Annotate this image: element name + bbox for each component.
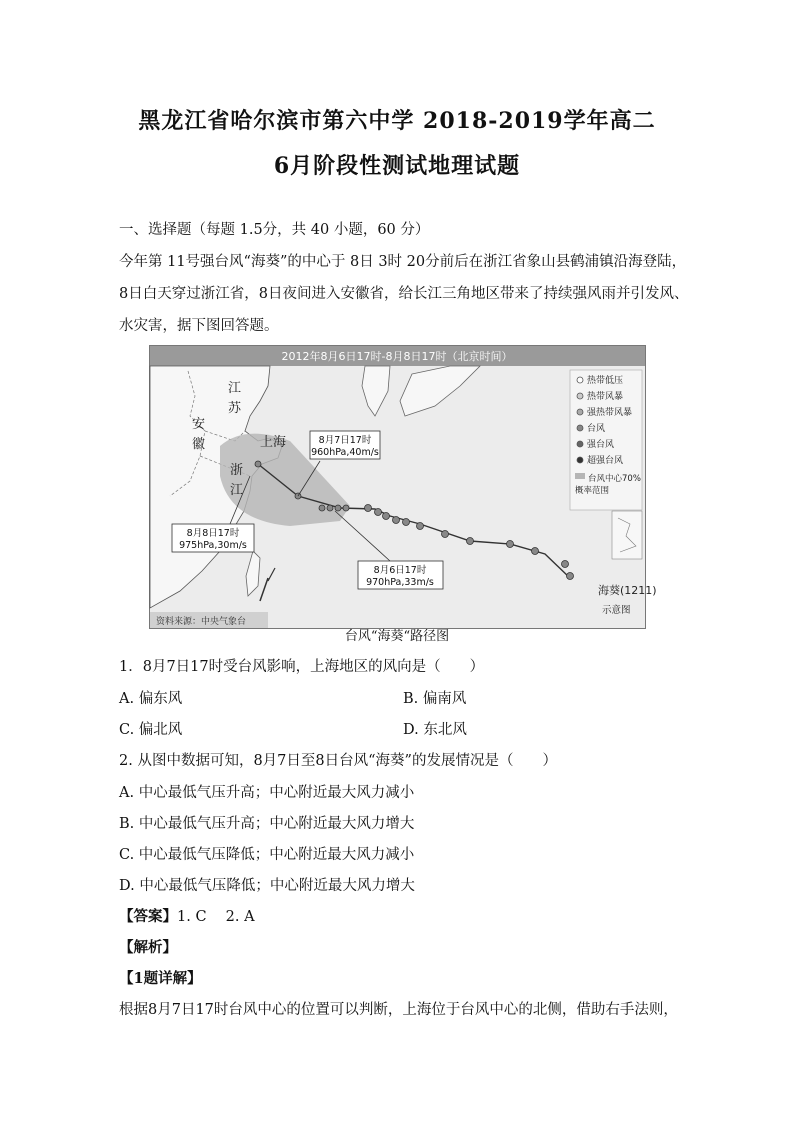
typhoon-name-label: 海葵(1211) bbox=[598, 584, 657, 597]
legend-marker bbox=[577, 377, 583, 383]
map-caption: 台风“海葵“路径图 bbox=[344, 629, 450, 644]
track-point bbox=[442, 531, 449, 538]
legend-note-line2: 概率范围 bbox=[575, 486, 610, 496]
track-point bbox=[393, 517, 400, 524]
q2-option-d: D. 中心最低气压降低；中心附近最大风力增大 bbox=[119, 878, 415, 894]
legend-cone-swatch bbox=[575, 473, 585, 479]
legend-item-1: 热带风暴 bbox=[587, 392, 624, 402]
track-point bbox=[319, 505, 325, 511]
track-point bbox=[417, 523, 424, 530]
legend-marker bbox=[577, 457, 583, 463]
q2-option-a: A. 中心最低气压升高；中心附近最大风力减小 bbox=[119, 785, 415, 801]
legend-item-5: 超强台风 bbox=[587, 456, 624, 466]
island-line-2 bbox=[268, 568, 275, 581]
q2-option-c: C. 中心最低气压降低；中心附近最大风力减小 bbox=[119, 847, 415, 863]
label-anhui-1: 安 bbox=[192, 417, 206, 432]
legend-item-3: 台风 bbox=[587, 424, 606, 434]
q1-option-b: B. 偏南风 bbox=[403, 691, 467, 707]
track-point bbox=[365, 505, 372, 512]
track-point bbox=[255, 461, 261, 467]
q2-stem: 2. 从图中数据可知，8月7日至8日台风“海葵”的发展情况是（ ） bbox=[119, 753, 557, 769]
track-point bbox=[335, 505, 341, 511]
question-stem-line1: 今年第 11号强台风“海葵”的中心于 8日 3时 20分前后在浙江省象山县鹤浦镇沿海登陆， bbox=[119, 254, 687, 270]
q1-stem: 1．8月7日17时受台风影响，上海地区的风向是（ ） bbox=[119, 659, 485, 675]
legend-note-line1: 台风中心70% bbox=[588, 474, 641, 484]
question-stem-line3: 水灾害，据下图回答题。 bbox=[119, 318, 279, 334]
callout-aug8-line2: 975hPa,30m/s bbox=[179, 540, 247, 551]
track-point bbox=[562, 561, 569, 568]
track-point bbox=[467, 538, 474, 545]
q1-option-d: D. 东北风 bbox=[403, 722, 467, 738]
legend-marker bbox=[577, 441, 583, 447]
q1-detail-heading: 【1题详解】 bbox=[119, 970, 202, 987]
q2-option-b: B. 中心最低气压升高；中心附近最大风力增大 bbox=[119, 816, 415, 832]
legend-item-2: 强热带风暴 bbox=[587, 408, 633, 418]
doc-title-line2: 6月阶段性测试地理试题 bbox=[273, 153, 521, 179]
korea-shape bbox=[362, 366, 390, 416]
question-stem-line2: 8日白天穿过浙江省，8日夜间进入安徽省，给长江三角地区带来了持续强风雨并引发风、 bbox=[119, 286, 689, 302]
track-point bbox=[375, 509, 382, 516]
label-jiangsu-2: 苏 bbox=[228, 401, 242, 416]
label-jiangsu-1: 江 bbox=[228, 381, 242, 396]
callout-aug7-line1: 8月7日17时 bbox=[318, 435, 372, 446]
answer-label: 【答案】 bbox=[119, 908, 177, 925]
doc-title-line1: 黑龙江省哈尔滨市第六中学 2018-2019学年高二 bbox=[138, 108, 656, 134]
schematic-label: 示意图 bbox=[602, 605, 631, 616]
typhoon-track-map bbox=[149, 345, 657, 629]
island-line-1 bbox=[260, 578, 268, 601]
legend-item-4: 强台风 bbox=[587, 440, 615, 450]
legend-marker bbox=[577, 393, 583, 399]
track-point bbox=[343, 505, 349, 511]
label-shanghai: 上海 bbox=[260, 435, 287, 450]
track-point bbox=[327, 505, 333, 511]
callout-aug7-line2: 960hPa,40m/s bbox=[311, 447, 379, 458]
answer-line bbox=[119, 905, 255, 926]
legend-marker bbox=[577, 425, 583, 431]
callout-aug6-line1: 8月6日17时 bbox=[373, 565, 427, 576]
track-point bbox=[403, 519, 410, 526]
q1-option-a: A. 偏东风 bbox=[119, 691, 183, 707]
q1-option-c: C. 偏北风 bbox=[119, 722, 183, 738]
map-header-text: 2012年8月6日17时-8月8日17时（北京时间） bbox=[281, 350, 513, 363]
legend-item-0: 热带低压 bbox=[587, 376, 624, 386]
japan-shape bbox=[400, 366, 480, 416]
label-zhejiang-1: 浙 bbox=[230, 463, 244, 478]
map-svg bbox=[150, 346, 657, 628]
callout-aug6-line2: 970hPa,33m/s bbox=[366, 577, 434, 588]
explanation-line: 根据8月7日17时台风中心的位置可以判断，上海位于台风中心的北侧，借助右手法则， bbox=[119, 1002, 678, 1018]
taiwan-shape bbox=[246, 551, 260, 596]
label-anhui-2: 徽 bbox=[192, 437, 206, 452]
label-zhejiang-2: 江 bbox=[230, 483, 244, 498]
callout-line-aug6 bbox=[335, 511, 390, 561]
source-text: 资料来源：中央气象台 bbox=[156, 617, 247, 627]
callout-aug8-line1: 8月8日17时 bbox=[186, 528, 240, 539]
track-point bbox=[567, 573, 574, 580]
answer-text: 1. C 2. A bbox=[177, 909, 255, 925]
track-point bbox=[383, 513, 390, 520]
inset-map bbox=[612, 511, 642, 559]
track-point bbox=[507, 541, 514, 548]
section-heading: 一、选择题（每题 1.5分，共 40 小题，60 分） bbox=[119, 222, 430, 238]
track-point bbox=[532, 548, 539, 555]
analysis-heading: 【解析】 bbox=[119, 939, 177, 956]
legend-marker bbox=[577, 409, 583, 415]
